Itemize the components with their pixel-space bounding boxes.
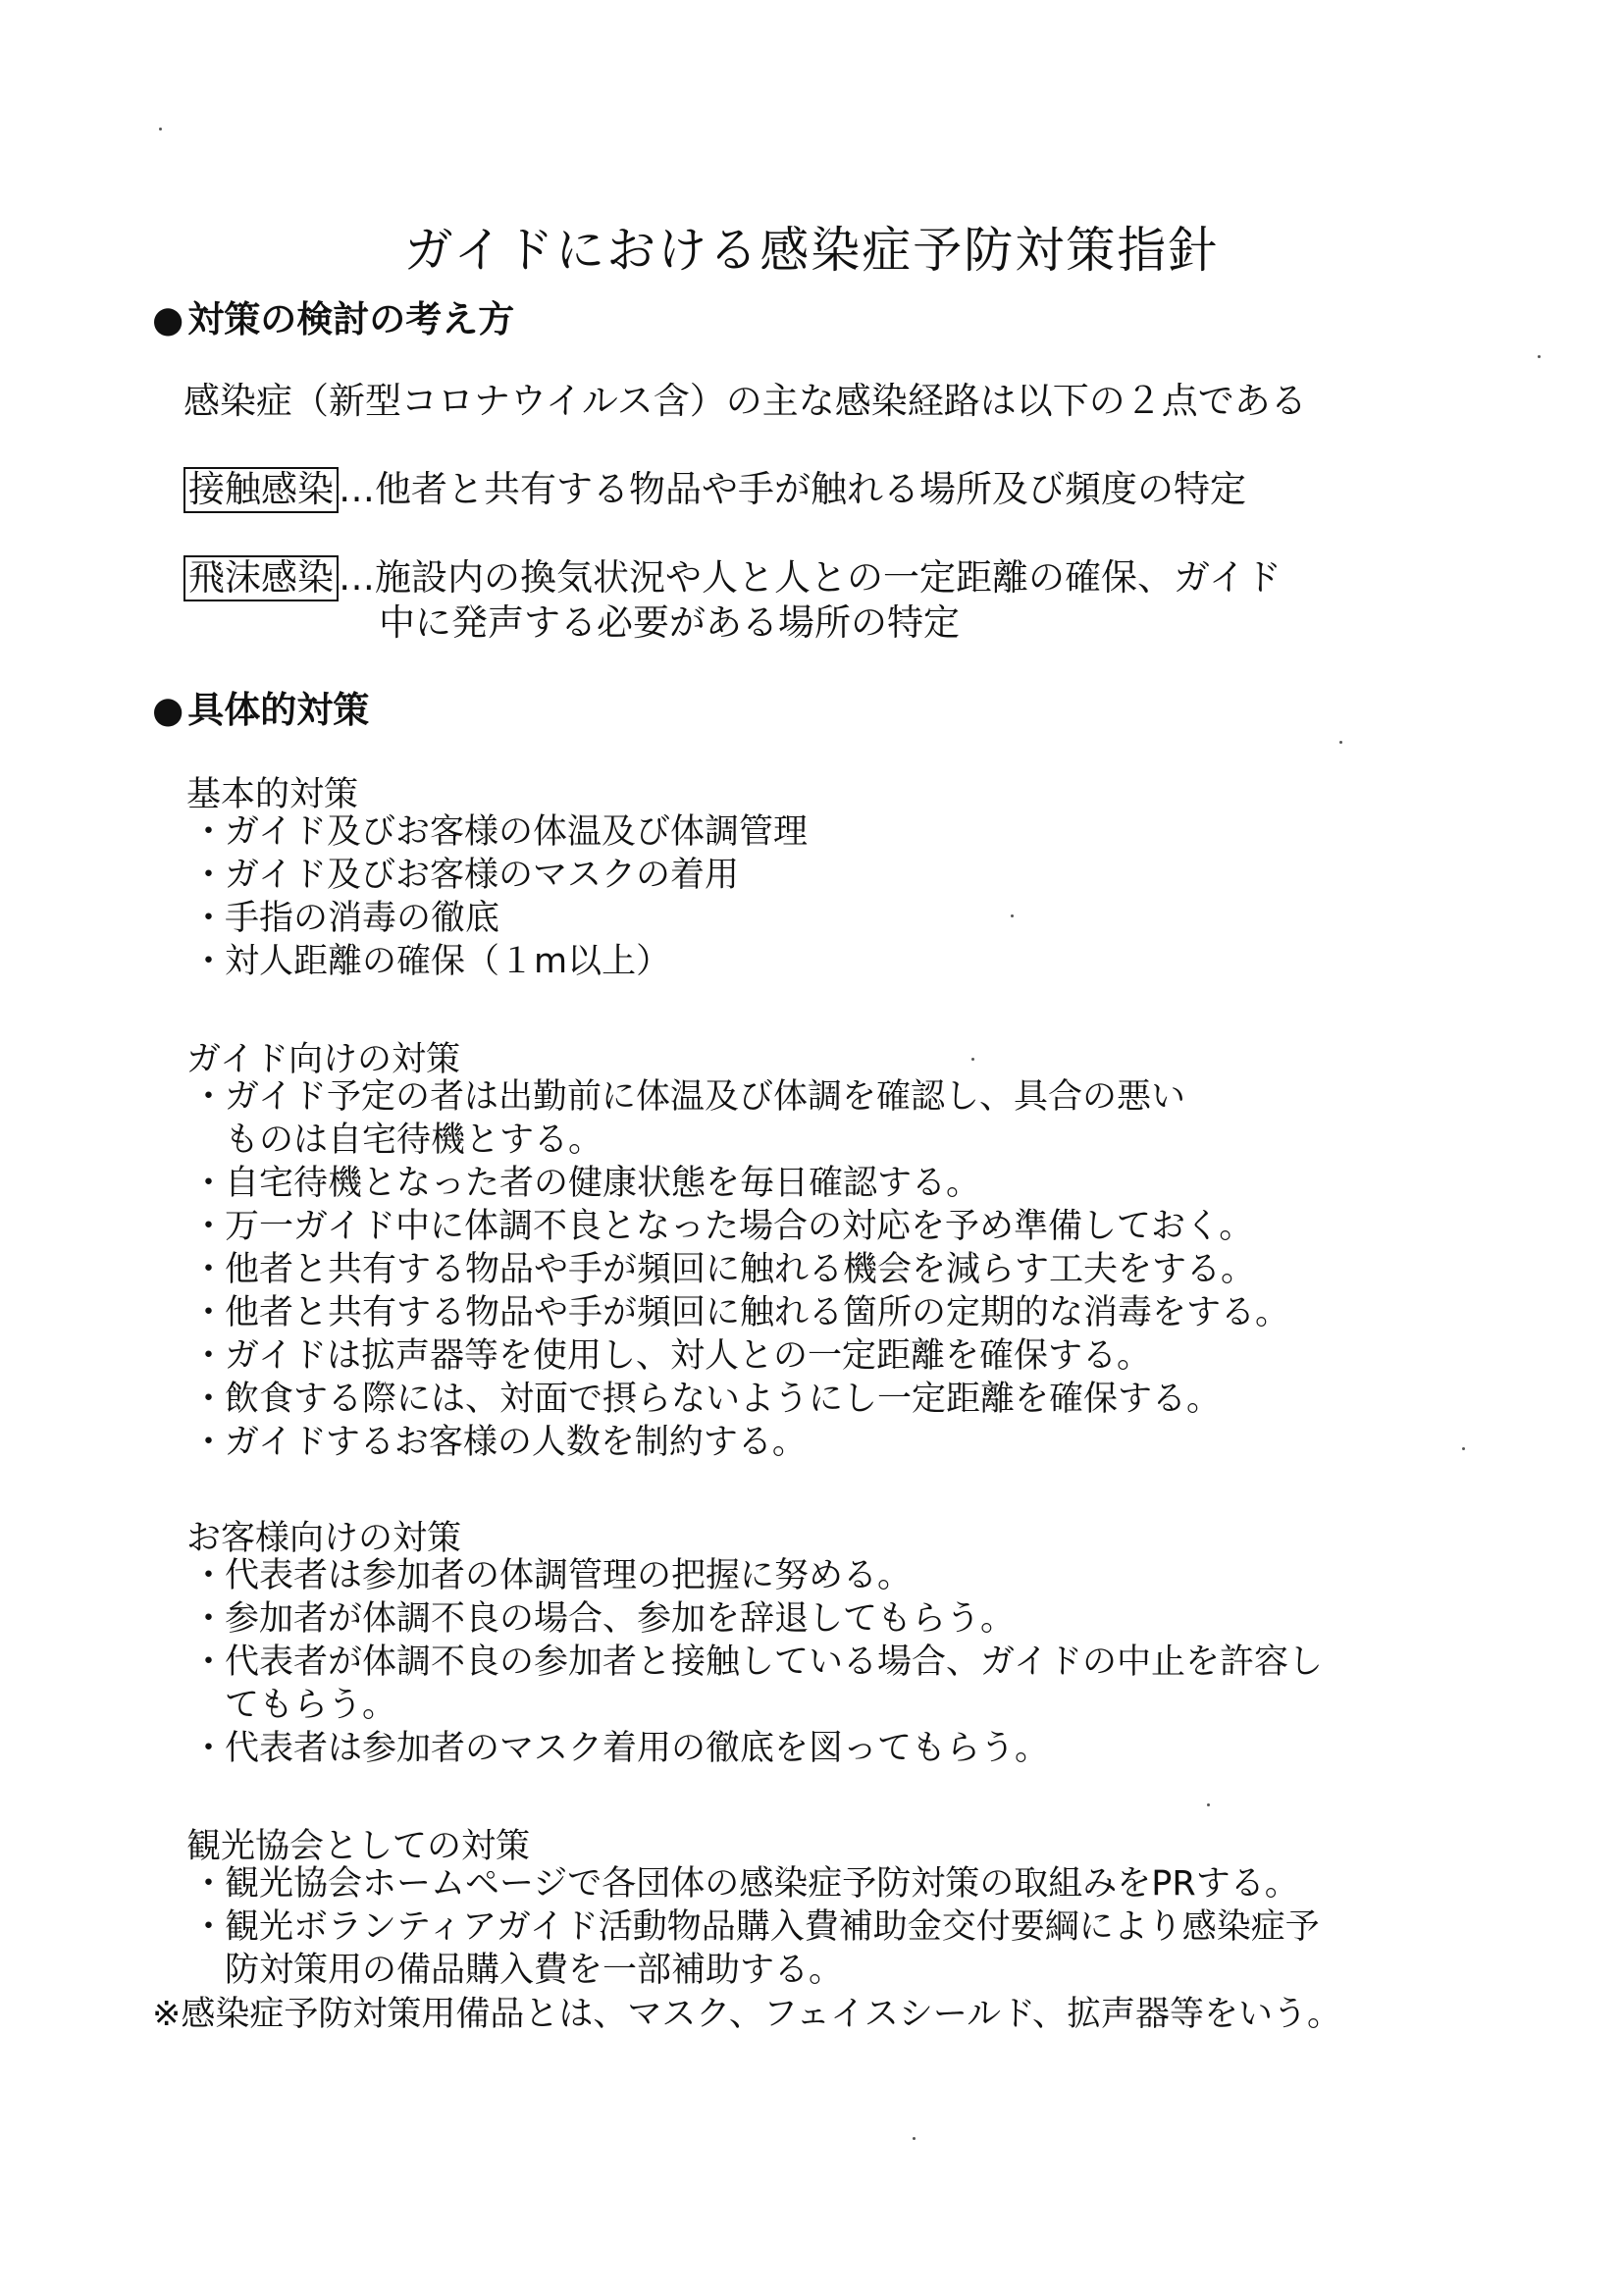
section-heading-approach	[152, 289, 514, 342]
scan-speck	[159, 128, 162, 130]
list-item: ・代表者は参加者のマスク着用の徹底を図ってもらう。	[191, 1729, 1050, 1768]
list-item: ・ガイド及びお客様の体温及び体調管理	[191, 812, 808, 852]
scan-speck	[1538, 355, 1541, 358]
droplet-infection-text-line2: 中に発声する必要がある場所の特定	[379, 601, 960, 644]
subsection-label-basic: 基本的対策	[186, 775, 359, 814]
section-heading-text: 対策の検討の考え方	[187, 298, 515, 340]
item-bullet-icon: ・	[191, 856, 227, 895]
subsection-label-association: 観光協会としての対策	[186, 1827, 531, 1866]
scan-speck	[1207, 1803, 1210, 1806]
item-bullet-icon: ・	[191, 899, 227, 938]
item-bullet-icon: ・	[191, 812, 227, 852]
list-item: ・観光ボランティアガイド活動物品購入費補助金交付要綱により感染症予 防対策用の備品購入費を一部補助する。	[191, 1907, 1320, 1990]
footnote: ※感染症予防対策用備品とは、マスク、フェイスシールド、拡声器等をいう。	[152, 1995, 1341, 2034]
item-bullet-icon: ・	[191, 1423, 227, 1462]
droplet-infection-text-line1: …施設内の換気状況や人と人との一定距離の確保、ガイド	[339, 556, 1282, 599]
list-item: ・自宅待機となった者の健康状態を毎日確認する。	[191, 1164, 981, 1203]
item-bullet-icon: ・	[191, 1207, 227, 1246]
list-item: ・ガイド予定の者は出勤前に体温及び体調を確認し、具合の悪い ものは自宅待機とする。	[191, 1077, 1185, 1160]
customer-measures-list	[191, 1554, 1323, 1770]
scan-speck	[1462, 1447, 1465, 1450]
list-item: ・ガイドするお客様の人数を制約する。	[191, 1423, 807, 1462]
intro-text: 感染症（新型コロナウイルス含）の主な感染経路は以下の２点である	[183, 380, 1307, 422]
heading-bullet-icon: ●	[152, 298, 184, 340]
scan-speck	[1339, 741, 1342, 744]
item-bullet-icon: ・	[191, 942, 227, 981]
item-bullet-icon: ・	[191, 1077, 227, 1117]
list-item: ・観光協会ホームページで各団体の感染症予防対策の取組みをPRする。	[191, 1864, 1299, 1904]
list-item: ・代表者は参加者の体調管理の把握に努める。	[191, 1556, 913, 1595]
item-bullet-icon: ・	[191, 1556, 227, 1595]
scan-speck	[913, 2137, 916, 2140]
heading-bullet-icon: ●	[152, 689, 184, 731]
list-item: ・参加者が体調不良の場合、参加を辞退してもらう。	[191, 1599, 1016, 1639]
item-bullet-icon: ・	[191, 1907, 227, 1947]
contact-infection-text: …他者と共有する物品や手が触れる場所及び頻度の特定	[339, 468, 1246, 510]
contact-infection-row	[183, 459, 1246, 513]
item-bullet-icon: ・	[191, 1380, 227, 1419]
item-bullet-icon: ・	[191, 1599, 227, 1639]
droplet-infection-term: 飛沫感染	[183, 555, 339, 601]
association-measures-list	[191, 1862, 1320, 1992]
list-item: ・ガイドは拡声器等を使用し、対人との一定距離を確保する。	[191, 1336, 1151, 1376]
item-bullet-icon: ・	[191, 1164, 227, 1203]
list-item: ・飲食する際には、対面で摂らないようにし一定距離を確保する。	[191, 1380, 1222, 1419]
guide-measures-list	[191, 1075, 1289, 1464]
item-bullet-icon: ・	[191, 1643, 227, 1682]
list-item: ・万一ガイド中に体調不良となった場合の対応を予め準備しておく。	[191, 1207, 1254, 1246]
item-bullet-icon: ・	[191, 1336, 227, 1376]
list-item: ・手指の消毒の徹底	[191, 899, 500, 938]
item-bullet-icon: ・	[191, 1250, 227, 1289]
section-heading-measures	[152, 680, 369, 733]
item-bullet-icon: ・	[191, 1729, 227, 1768]
list-item: ・他者と共有する物品や手が頻回に触れる箇所の定期的な消毒をする。	[191, 1293, 1290, 1332]
section-heading-text: 具体的対策	[187, 689, 370, 731]
list-item: ・ガイド及びお客様のマスクの着用	[191, 856, 739, 895]
item-bullet-icon: ・	[191, 1864, 227, 1904]
page-title: ガイドにおける感染症予防対策指針	[403, 222, 1220, 279]
basic-measures-list	[191, 810, 808, 983]
scan-speck	[1011, 914, 1014, 917]
subsection-label-customer: お客様向けの対策	[186, 1519, 462, 1558]
item-bullet-icon: ・	[191, 1293, 227, 1332]
subsection-label-guide: ガイド向けの対策	[186, 1040, 460, 1079]
list-item: ・代表者が体調不良の参加者と接触している場合、ガイドの中止を許容し てもらう。	[191, 1643, 1323, 1725]
list-item: ・対人距離の確保（１m以上）	[191, 942, 671, 981]
contact-infection-term: 接触感染	[183, 467, 339, 513]
scan-speck	[971, 1058, 974, 1061]
list-item: ・他者と共有する物品や手が頻回に触れる機会を減らす工夫をする。	[191, 1250, 1256, 1289]
